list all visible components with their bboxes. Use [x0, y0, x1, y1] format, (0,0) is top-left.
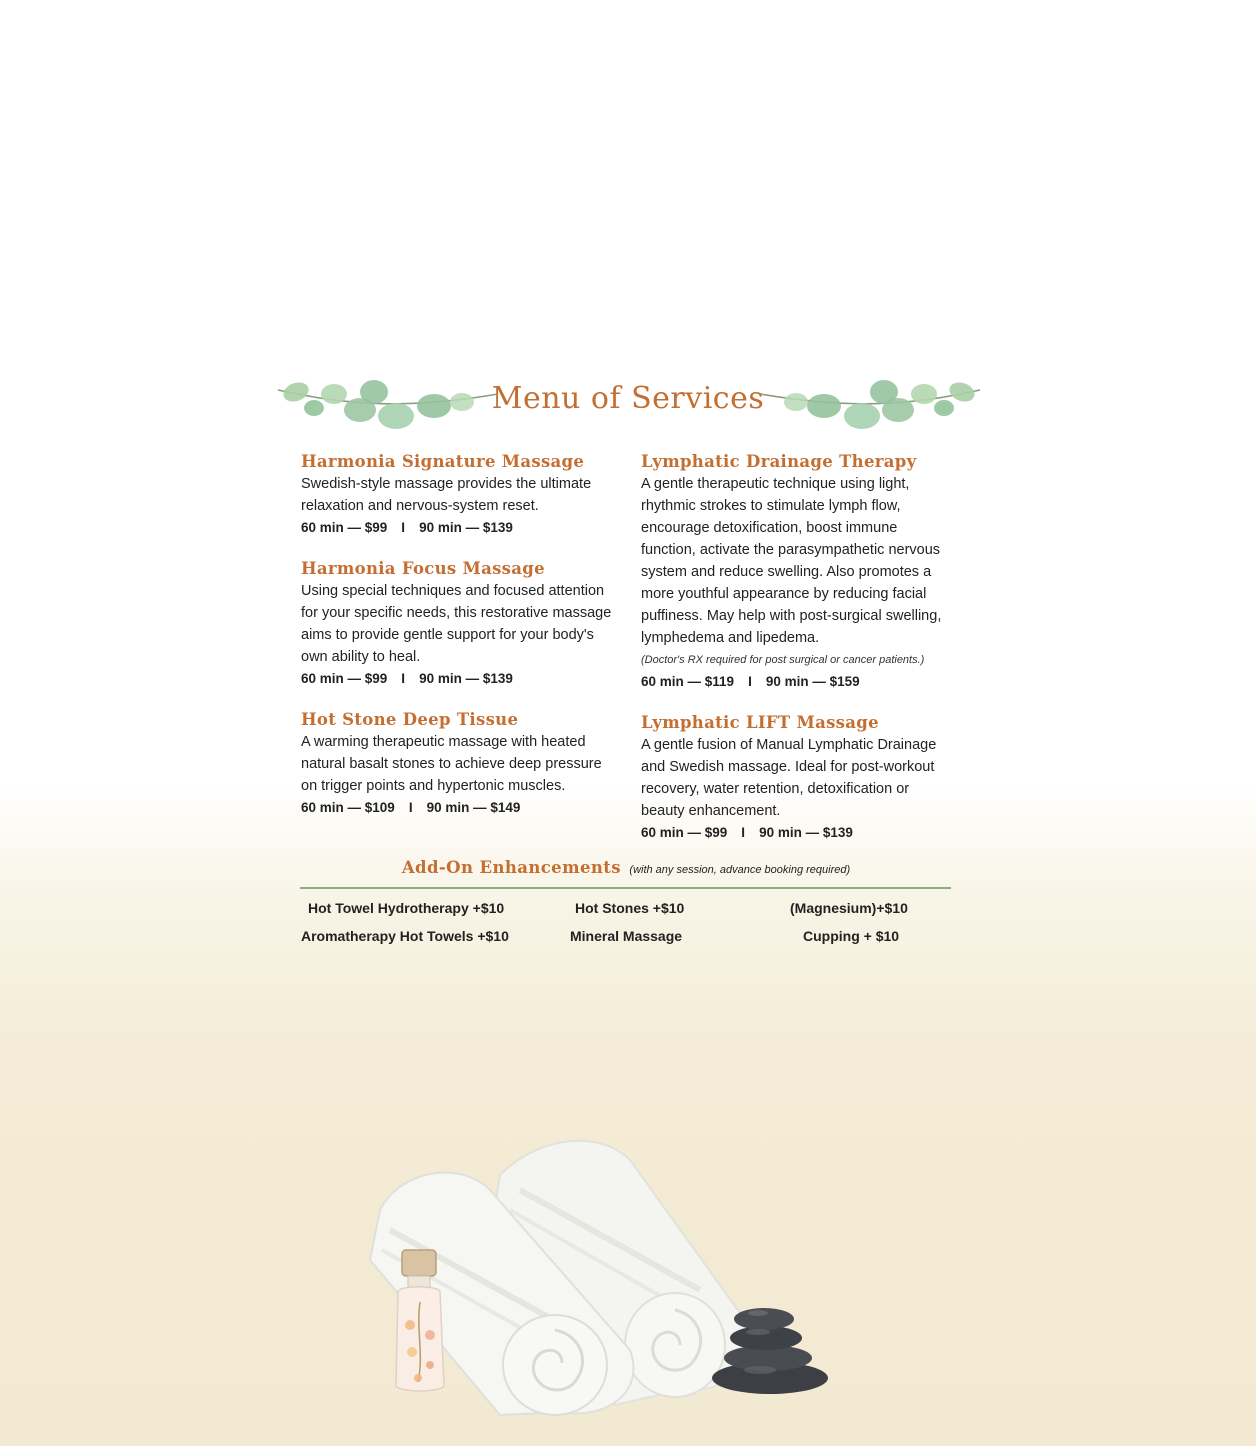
service-prices: [301, 668, 616, 690]
addon-mineral-massage: Mineral Massage: [570, 928, 683, 944]
service-focus-massage: [301, 558, 616, 690]
addons-note: (with any session, advance booking required): [629, 864, 851, 876]
price-separator: I: [748, 674, 752, 689]
service-description: A gentle fusion of Manual Lymphatic Drainage and Swedish massage. Ideal for post-workout recovery, water retention, detoxification or beauty enhancement.: [641, 737, 937, 819]
service-prices: [301, 797, 616, 819]
price-90: 90 min — $139: [419, 520, 513, 535]
page-title: Menu of Services: [491, 381, 765, 416]
service-prices: [301, 517, 616, 539]
service-description: Swedish-style massage provides the ultimate relaxation and nervous-system reset.: [301, 476, 592, 514]
price-60: 60 min — $99: [301, 671, 388, 686]
service-signature-massage: [301, 451, 616, 539]
price-90: 90 min — $149: [426, 800, 521, 815]
service-name: Hot Stone Deep Tissue: [301, 710, 519, 729]
price-separator: I: [741, 825, 746, 840]
price-90: 90 min — $139: [759, 825, 853, 840]
addons-divider: [300, 887, 951, 889]
service-name: Harmonia Focus Massage: [301, 559, 545, 578]
service-hot-stone-deep-tissue: [301, 709, 616, 819]
price-90: 90 min — $139: [419, 671, 513, 686]
price-separator: I: [401, 671, 406, 686]
service-note: (Doctor's RX required for post surgical or cancer patients.): [641, 654, 925, 666]
price-separator: I: [408, 800, 413, 815]
service-lymphatic-drainage: [641, 451, 956, 693]
service-name: Lymphatic LIFT Massage: [641, 713, 879, 732]
price-90: 90 min — $159: [765, 674, 860, 689]
addons-title: Add-On Enhancements: [401, 858, 621, 877]
service-name: Harmonia Signature Massage: [301, 452, 585, 471]
addon-magnesium: (Magnesium)+$10: [790, 900, 908, 916]
price-separator: I: [401, 520, 406, 535]
service-description: A gentle therapeutic technique using light, rhythmic strokes to stimulate lymph flow, encourage detoxification, boost immune function, activate the parasympathetic nervous system and reduce swelling. Also promotes a more youthful appearance by reducing facial puffiness. May help with post-surgical swelling, lymphedema and lipedema.: [641, 476, 942, 646]
spa-illustration: [340, 1120, 840, 1420]
price-60: 60 min — $99: [301, 520, 388, 535]
services-left-column: [301, 451, 616, 838]
addon-hot-stones: Hot Stones +$10: [575, 900, 685, 916]
addon-hot-towel-hydrotherapy: Hot Towel Hydrotherapy +$10: [308, 900, 505, 916]
service-name: Lymphatic Drainage Therapy: [641, 452, 917, 471]
services-right-column: [641, 451, 956, 863]
addon-cupping: Cupping + $10: [803, 928, 900, 944]
service-description: Using special techniques and focused attention for your specific needs, this restorative massage aims to provide gentle support for your body's own ability to heal.: [301, 583, 612, 665]
addons-heading: [300, 858, 952, 878]
price-60: 60 min — $109: [301, 800, 395, 815]
price-60: 60 min — $99: [641, 825, 728, 840]
service-lymphatic-lift: [641, 712, 956, 844]
service-prices: [641, 822, 956, 844]
addon-aromatherapy-hot-towels: Aromatherapy Hot Towels +$10: [301, 928, 509, 944]
service-description: A warming therapeutic massage with heated natural basalt stones to achieve deep pressure on trigger points and hypertonic muscles.: [301, 734, 602, 794]
price-60: 60 min — $119: [641, 674, 735, 689]
service-prices: [641, 671, 956, 693]
